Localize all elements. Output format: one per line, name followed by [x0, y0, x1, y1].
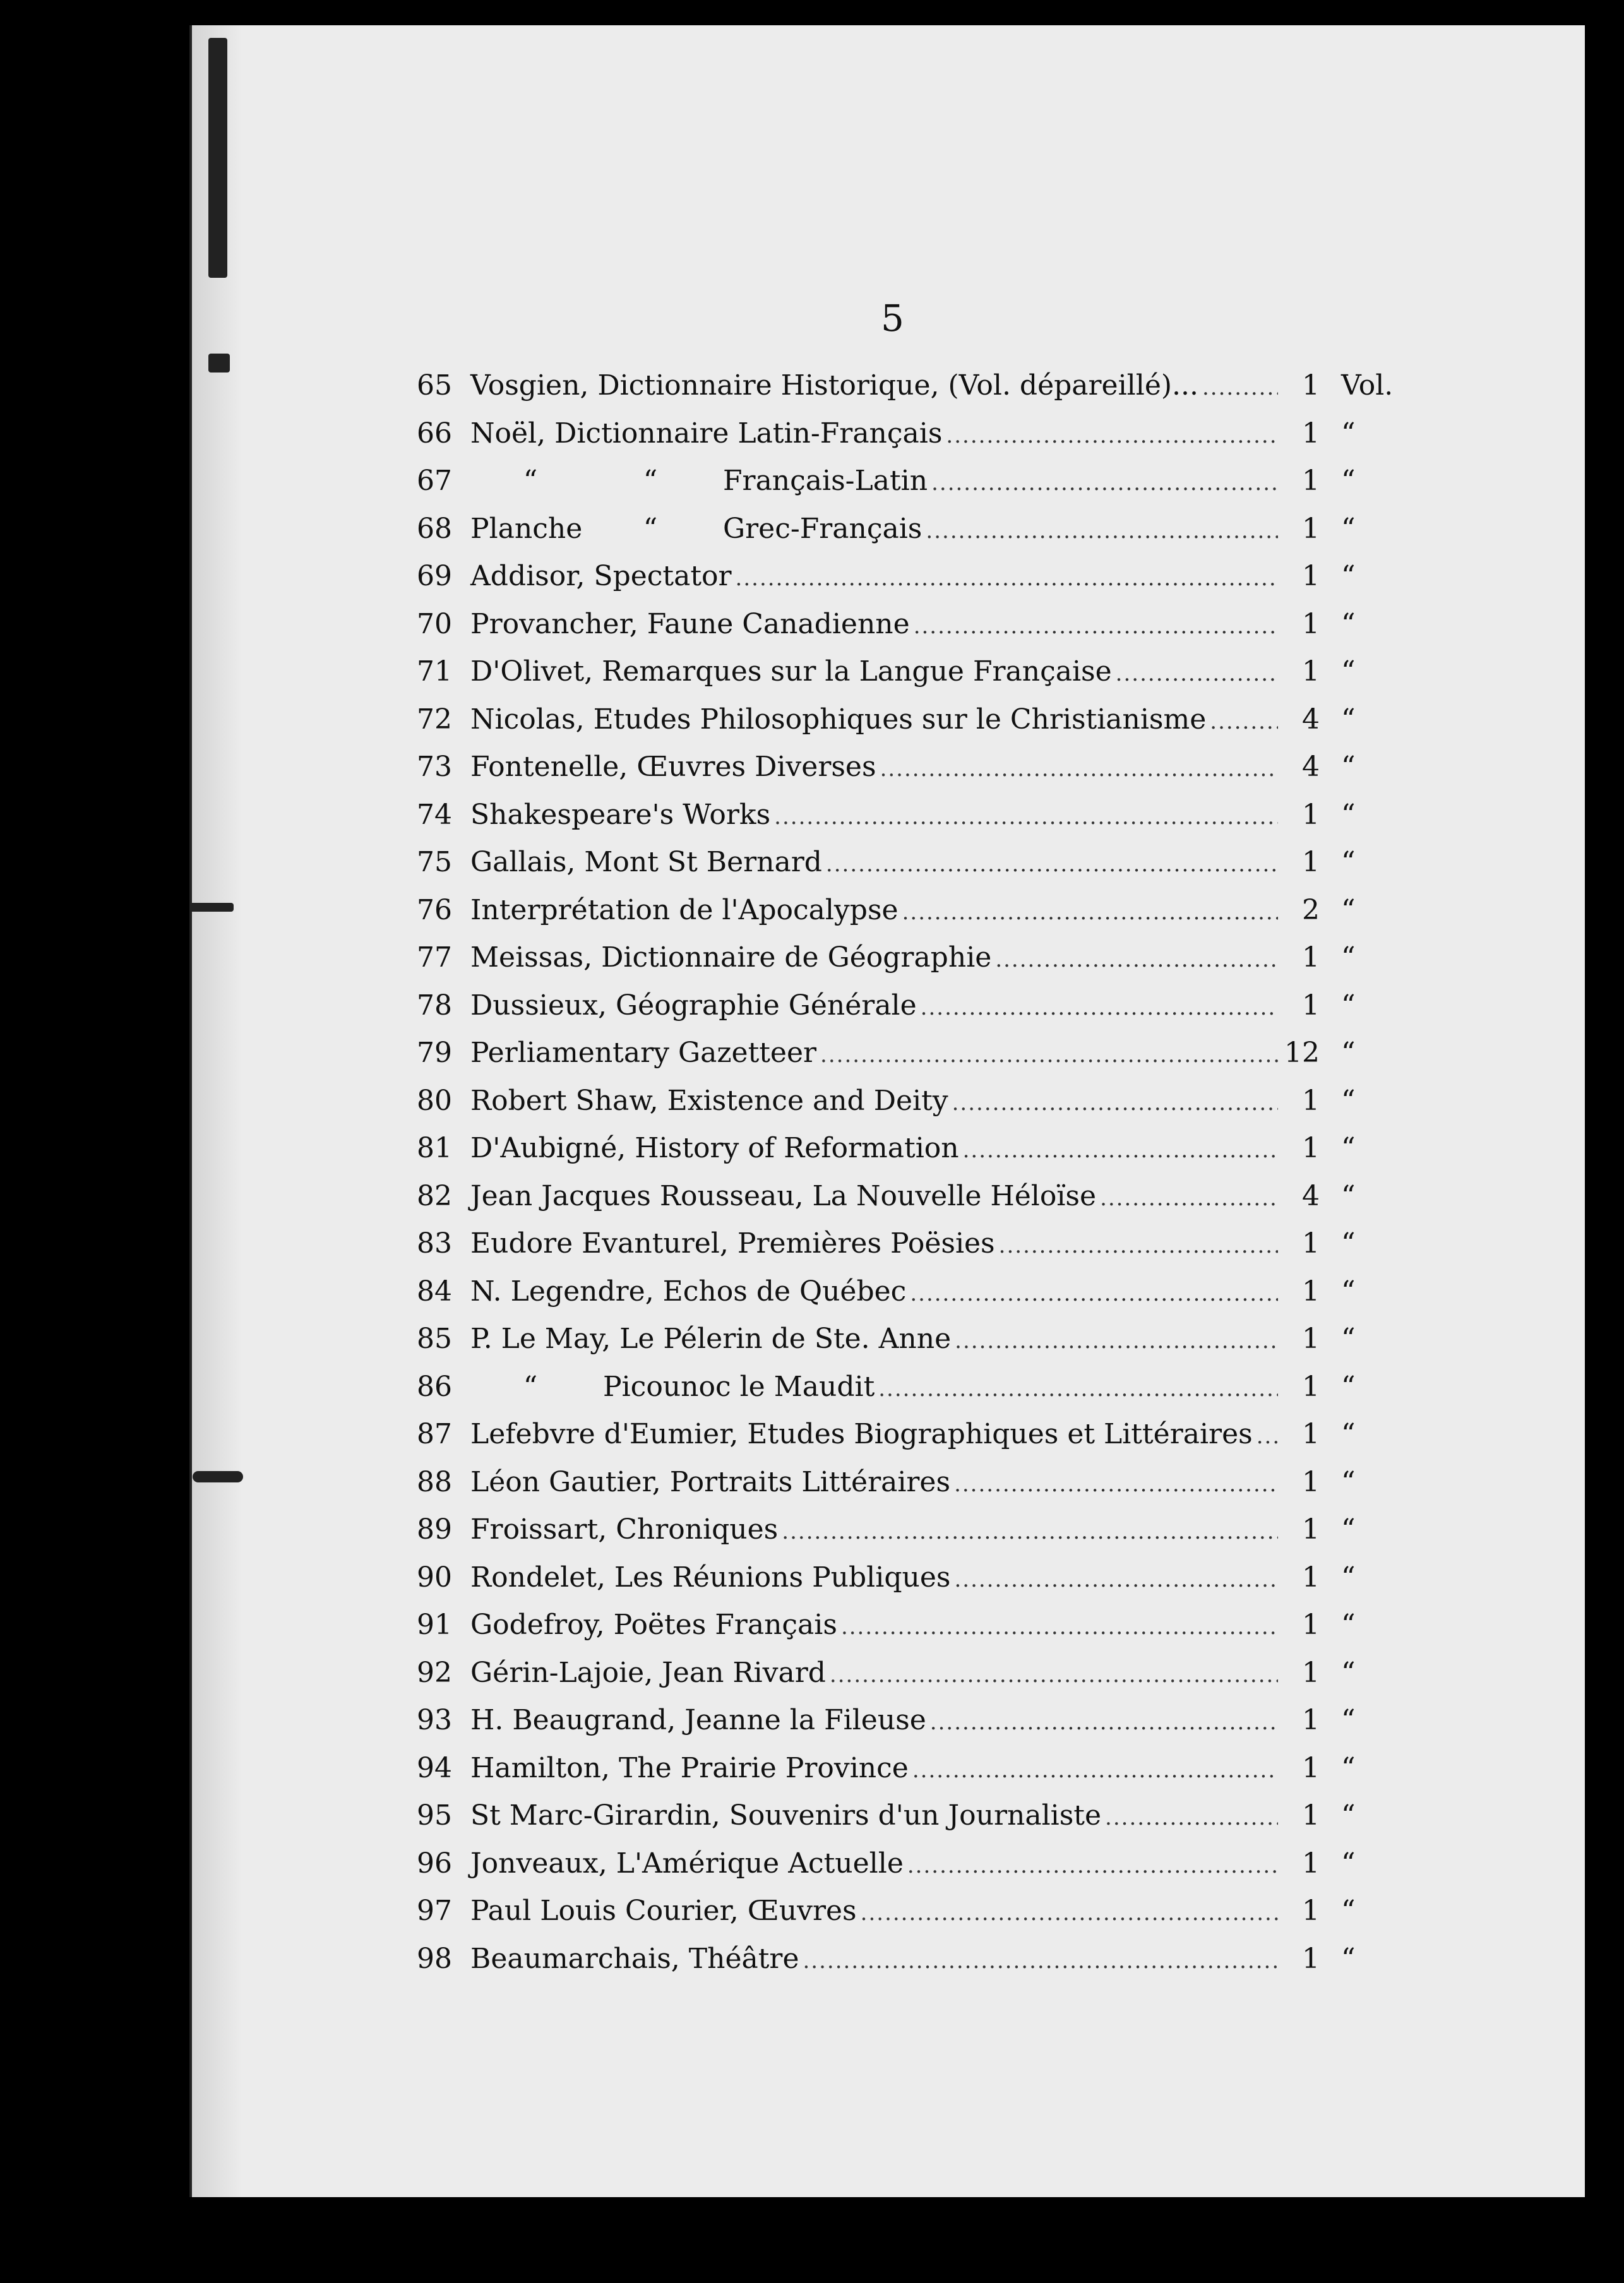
dot-leader — [841, 1614, 1278, 1640]
dot-leader — [952, 1090, 1278, 1116]
entry-number: 96 — [417, 1847, 452, 1880]
dot-leader — [736, 566, 1278, 591]
volume-unit: “ — [1341, 1751, 1356, 1784]
volume-unit: “ — [1341, 1370, 1356, 1403]
volume-unit: “ — [1341, 607, 1356, 640]
dot-leader — [803, 1948, 1278, 1974]
entry-title — [470, 513, 922, 545]
entry-title — [470, 989, 917, 1022]
dot-leader — [907, 1853, 1278, 1878]
entry-title-text: Dussieux, Géographie Générale — [470, 989, 917, 1022]
volume-unit: “ — [1341, 1609, 1356, 1641]
entry-title-text: Beaumarchais, Théâtre — [470, 1942, 799, 1975]
catalogue-entry — [417, 1799, 1414, 1847]
entry-title-text: Paul Louis Courier, Œuvres — [470, 1895, 857, 1927]
catalogue-entry — [417, 989, 1414, 1037]
binding-mark — [193, 1471, 243, 1482]
entry-title-text: Provancher, Faune Canadienne — [470, 607, 910, 640]
volume-count: 1 — [1302, 1704, 1320, 1736]
volume-count: 1 — [1302, 941, 1320, 974]
entry-title-text: Shakespeare's Works — [470, 798, 771, 831]
volume-count: 12 — [1284, 1037, 1320, 1069]
ditto-mark: “ — [643, 512, 658, 545]
page-binding-edge — [189, 25, 242, 2197]
entry-number: 82 — [417, 1179, 452, 1212]
entry-number: 68 — [417, 512, 452, 545]
dot-leader — [1210, 709, 1278, 734]
dot-leader — [955, 1328, 1278, 1354]
entry-title — [470, 1418, 1253, 1450]
entry-title — [470, 1799, 1101, 1832]
catalogue-entry — [417, 1609, 1414, 1657]
volume-count: 1 — [1302, 1132, 1320, 1164]
dot-leader — [963, 1138, 1278, 1163]
entry-number: 69 — [417, 560, 452, 592]
volume-count: 2 — [1302, 893, 1320, 926]
volume-unit: “ — [1341, 1179, 1356, 1212]
entry-title — [470, 1561, 950, 1594]
entry-title — [470, 1943, 799, 1975]
volume-unit: “ — [1341, 989, 1356, 1022]
volume-count: 1 — [1302, 512, 1320, 545]
entry-title — [470, 1227, 995, 1260]
volume-count: 1 — [1302, 607, 1320, 640]
catalogue-entry — [417, 369, 1414, 417]
entry-title — [470, 703, 1206, 736]
dot-leader — [878, 1376, 1278, 1402]
entry-number: 90 — [417, 1561, 452, 1594]
volume-unit: “ — [1341, 751, 1356, 783]
volume-count: 1 — [1302, 1942, 1320, 1975]
entry-number: 92 — [417, 1656, 452, 1689]
catalogue-entry — [417, 1752, 1414, 1800]
entry-number: 67 — [417, 465, 452, 497]
catalogue-entry — [417, 560, 1414, 608]
entry-title-text: D'Olivet, Remarques sur la Langue Française — [470, 655, 1112, 688]
entry-title-text: Jean Jacques Rousseau, La Nouvelle Héloïse — [470, 1179, 1097, 1212]
volume-count: 1 — [1302, 1799, 1320, 1832]
entry-number: 76 — [417, 893, 452, 926]
volume-count: 1 — [1302, 1751, 1320, 1784]
entry-number: 84 — [417, 1275, 452, 1308]
entry-number: 98 — [417, 1942, 452, 1975]
dot-leader — [1105, 1805, 1278, 1830]
catalogue-entry — [417, 1657, 1414, 1705]
volume-count: 1 — [1302, 846, 1320, 878]
entry-title — [470, 1323, 951, 1355]
entry-number: 73 — [417, 751, 452, 783]
dot-leader — [1257, 1424, 1278, 1449]
volume-count: 1 — [1302, 1465, 1320, 1498]
entry-subtitle: Français-Latin — [723, 465, 928, 497]
entry-number: 72 — [417, 703, 452, 736]
volume-count: 1 — [1302, 1084, 1320, 1117]
volume-unit: “ — [1341, 1037, 1356, 1069]
dot-leader — [926, 518, 1278, 544]
volume-count: 1 — [1302, 1370, 1320, 1403]
catalogue-entry — [417, 1704, 1414, 1752]
volume-unit: “ — [1341, 417, 1356, 450]
catalogue-entry — [417, 1085, 1414, 1133]
entry-title — [470, 1037, 816, 1069]
entry-title — [470, 846, 822, 878]
dot-leader — [954, 1567, 1278, 1592]
volume-count: 1 — [1302, 417, 1320, 450]
volume-count: 1 — [1302, 465, 1320, 497]
entry-title-text: Meissas, Dictionnaire de Géographie — [470, 941, 992, 974]
entry-title-text: Eudore Evanturel, Premières Poësies — [470, 1227, 995, 1260]
volume-unit: “ — [1341, 1275, 1356, 1308]
entry-title-text: H. Beaugrand, Jeanne la Fileuse — [470, 1704, 926, 1736]
entry-number: 74 — [417, 798, 452, 831]
volume-unit: “ — [1341, 703, 1356, 736]
dot-leader — [930, 1710, 1278, 1735]
entry-subtitle: Grec-Français — [723, 512, 922, 545]
dot-leader — [946, 423, 1278, 448]
entry-number: 94 — [417, 1751, 452, 1784]
entry-number: 81 — [417, 1132, 452, 1164]
entry-title — [470, 1609, 837, 1641]
entry-title — [470, 799, 770, 831]
volume-unit: “ — [1341, 1656, 1356, 1689]
dot-leader — [1202, 375, 1278, 400]
ditto-mark: “ — [643, 465, 658, 497]
entry-title — [470, 894, 899, 926]
entry-number: 91 — [417, 1609, 452, 1641]
entry-number: 89 — [417, 1513, 452, 1546]
dot-leader — [830, 1662, 1278, 1688]
volume-unit: “ — [1341, 1227, 1356, 1260]
entry-number: 97 — [417, 1895, 452, 1927]
volume-unit: “ — [1341, 655, 1356, 688]
entry-number: 80 — [417, 1084, 452, 1117]
volume-count: 1 — [1302, 798, 1320, 831]
volume-unit: “ — [1341, 1942, 1356, 1975]
volume-unit: “ — [1341, 1084, 1356, 1117]
catalogue-entry — [417, 1323, 1414, 1371]
volume-count: 1 — [1302, 1323, 1320, 1355]
entry-title — [470, 1275, 906, 1308]
volume-unit: “ — [1341, 798, 1356, 831]
volume-unit: “ — [1341, 1513, 1356, 1546]
entry-title — [470, 1704, 926, 1736]
ditto-mark: “ — [523, 465, 538, 497]
volume-unit: “ — [1341, 941, 1356, 974]
catalogue-entry — [417, 465, 1414, 513]
entry-title-text: Interprétation de l'Apocalypse — [470, 893, 899, 926]
entry-title — [470, 751, 876, 783]
catalogue-entry — [417, 1180, 1414, 1228]
catalogue-entry — [417, 1037, 1414, 1085]
entry-title — [470, 465, 928, 497]
catalogue-entry — [417, 894, 1414, 942]
catalogue-entry — [417, 751, 1414, 799]
page-number: 5 — [881, 297, 904, 340]
volume-unit: “ — [1341, 1704, 1356, 1736]
catalogue-entry — [417, 1371, 1414, 1419]
entry-number: 65 — [417, 369, 452, 402]
catalogue-list — [417, 369, 1414, 1990]
entry-title — [470, 941, 991, 974]
catalogue-entry — [417, 1895, 1414, 1943]
entry-number: 95 — [417, 1799, 452, 1832]
volume-unit: “ — [1341, 1799, 1356, 1832]
volume-unit: “ — [1341, 1895, 1356, 1927]
entry-title — [470, 1657, 826, 1689]
volume-unit: “ — [1341, 512, 1356, 545]
entry-title-text: P. Le May, Le Pélerin de Ste. Anne — [470, 1323, 952, 1355]
entry-title-text: Lefebvre d'Eumier, Etudes Biographiques et Littéraires — [470, 1418, 1253, 1450]
binding-mark — [189, 903, 234, 912]
volume-unit: “ — [1341, 465, 1356, 497]
entry-subtitle: Picounoc le Maudit — [603, 1370, 875, 1403]
entry-title-text: Fontenelle, Œuvres Diverses — [470, 751, 876, 783]
entry-title — [470, 608, 910, 640]
dot-leader — [921, 995, 1278, 1020]
volume-count: 1 — [1302, 1895, 1320, 1927]
entry-title-text: Hamilton, The Prairie Province — [470, 1751, 909, 1784]
dot-leader — [1100, 1186, 1278, 1211]
catalogue-entry — [417, 1132, 1414, 1180]
catalogue-entry — [417, 1513, 1414, 1561]
volume-count: 1 — [1302, 1418, 1320, 1450]
entry-title — [470, 1513, 778, 1546]
entry-title-text: Vosgien, Dictionnaire Historique, (Vol. dépareillé)... — [470, 369, 1198, 402]
dot-leader — [954, 1472, 1278, 1497]
volume-unit: Vol. — [1341, 369, 1394, 402]
entry-title-text: Planche — [470, 512, 583, 545]
volume-unit: “ — [1341, 1132, 1356, 1164]
dot-leader — [1116, 661, 1278, 686]
dot-leader — [912, 1758, 1278, 1783]
catalogue-entry — [417, 1943, 1414, 1991]
entry-title-text: Gallais, Mont St Bernard — [470, 846, 822, 878]
entry-title-text: D'Aubigné, History of Reformation — [470, 1132, 959, 1164]
entry-title-text: Gérin-Lajoie, Jean Rivard — [470, 1656, 826, 1689]
entry-number: 83 — [417, 1227, 452, 1260]
entry-title — [470, 1085, 948, 1117]
volume-count: 1 — [1302, 989, 1320, 1022]
entry-number: 79 — [417, 1037, 452, 1069]
volume-count: 1 — [1302, 1513, 1320, 1546]
entry-title — [470, 1895, 857, 1927]
dot-leader — [880, 756, 1278, 782]
volume-count: 1 — [1302, 1609, 1320, 1641]
dot-leader — [995, 947, 1278, 972]
entry-title — [470, 655, 1112, 688]
dot-leader — [782, 1519, 1278, 1544]
catalogue-entry — [417, 1561, 1414, 1609]
entry-title-text: Addisor, Spectator — [470, 560, 732, 592]
entry-number: 70 — [417, 607, 452, 640]
entry-title — [470, 369, 1198, 402]
dot-leader — [910, 1281, 1278, 1306]
volume-count: 1 — [1302, 1561, 1320, 1594]
dot-leader — [902, 900, 1278, 925]
entry-title-text: Froissart, Chroniques — [470, 1513, 779, 1546]
dot-leader — [931, 470, 1278, 496]
entry-title-text: Rondelet, Les Réunions Publiques — [470, 1561, 951, 1594]
volume-count: 1 — [1302, 560, 1320, 592]
entry-title — [470, 560, 732, 592]
catalogue-entry — [417, 1418, 1414, 1466]
entry-title-text: Noël, Dictionnaire Latin-Français — [470, 417, 943, 450]
volume-unit: “ — [1341, 1561, 1356, 1594]
catalogue-entry — [417, 1466, 1414, 1514]
entry-title — [470, 1847, 904, 1880]
catalogue-entry — [417, 513, 1414, 561]
catalogue-entry — [417, 608, 1414, 656]
dot-leader — [820, 1042, 1278, 1068]
entry-title-text: St Marc-Girardin, Souvenirs d'un Journaliste — [470, 1799, 1102, 1832]
volume-unit: “ — [1341, 1418, 1356, 1450]
entry-title — [470, 1132, 959, 1164]
entry-title — [470, 1466, 950, 1498]
volume-count: 1 — [1302, 1227, 1320, 1260]
volume-count: 1 — [1302, 1275, 1320, 1308]
volume-unit: “ — [1341, 893, 1356, 926]
volume-unit: “ — [1341, 560, 1356, 592]
entry-number: 88 — [417, 1465, 452, 1498]
volume-unit: “ — [1341, 1465, 1356, 1498]
entry-title — [470, 1371, 875, 1403]
entry-title-text: Nicolas, Etudes Philosophiques sur le Christianisme — [470, 703, 1207, 736]
entry-number: 78 — [417, 989, 452, 1022]
binding-mark — [208, 38, 227, 278]
dot-leader — [999, 1233, 1278, 1258]
entry-number: 77 — [417, 941, 452, 974]
entry-number: 71 — [417, 655, 452, 688]
ditto-mark: “ — [523, 1370, 538, 1403]
dot-leader — [914, 614, 1278, 639]
entry-number: 85 — [417, 1323, 452, 1355]
dot-leader — [826, 852, 1278, 877]
volume-count: 4 — [1302, 751, 1320, 783]
entry-number: 66 — [417, 417, 452, 450]
entry-title-text: Robert Shaw, Existence and Deity — [470, 1084, 948, 1117]
entry-title — [470, 1180, 1096, 1212]
entry-title — [470, 417, 942, 450]
entry-title-text: Jonveaux, L'Amérique Actuelle — [470, 1847, 904, 1880]
volume-count: 1 — [1302, 369, 1320, 402]
dot-leader — [774, 804, 1278, 830]
catalogue-entry — [417, 1275, 1414, 1323]
catalogue-entry — [417, 799, 1414, 847]
entry-number: 86 — [417, 1370, 452, 1403]
entry-title-text: Godefroy, Poëtes Français — [470, 1609, 837, 1641]
volume-unit: “ — [1341, 846, 1356, 878]
catalogue-entry — [417, 655, 1414, 703]
binding-mark — [208, 354, 230, 373]
volume-count: 4 — [1302, 1179, 1320, 1212]
volume-count: 1 — [1302, 1656, 1320, 1689]
entry-title-text: N. Legendre, Echos de Québec — [470, 1275, 907, 1308]
entry-number: 87 — [417, 1418, 452, 1450]
volume-unit: “ — [1341, 1847, 1356, 1880]
entry-title — [470, 1752, 909, 1784]
catalogue-entry — [417, 846, 1414, 894]
entry-title-text: Léon Gautier, Portraits Littéraires — [470, 1465, 951, 1498]
entry-number: 93 — [417, 1704, 452, 1736]
catalogue-entry — [417, 703, 1414, 751]
catalogue-entry — [417, 1847, 1414, 1895]
entry-title-text: Perliamentary Gazetteer — [470, 1037, 817, 1069]
catalogue-entry — [417, 941, 1414, 989]
entry-number: 75 — [417, 846, 452, 878]
volume-count: 4 — [1302, 703, 1320, 736]
dot-leader — [861, 1900, 1278, 1926]
volume-count: 1 — [1302, 1847, 1320, 1880]
catalogue-entry — [417, 1227, 1414, 1275]
volume-unit: “ — [1341, 1323, 1356, 1355]
volume-count: 1 — [1302, 655, 1320, 688]
catalogue-entry — [417, 417, 1414, 465]
